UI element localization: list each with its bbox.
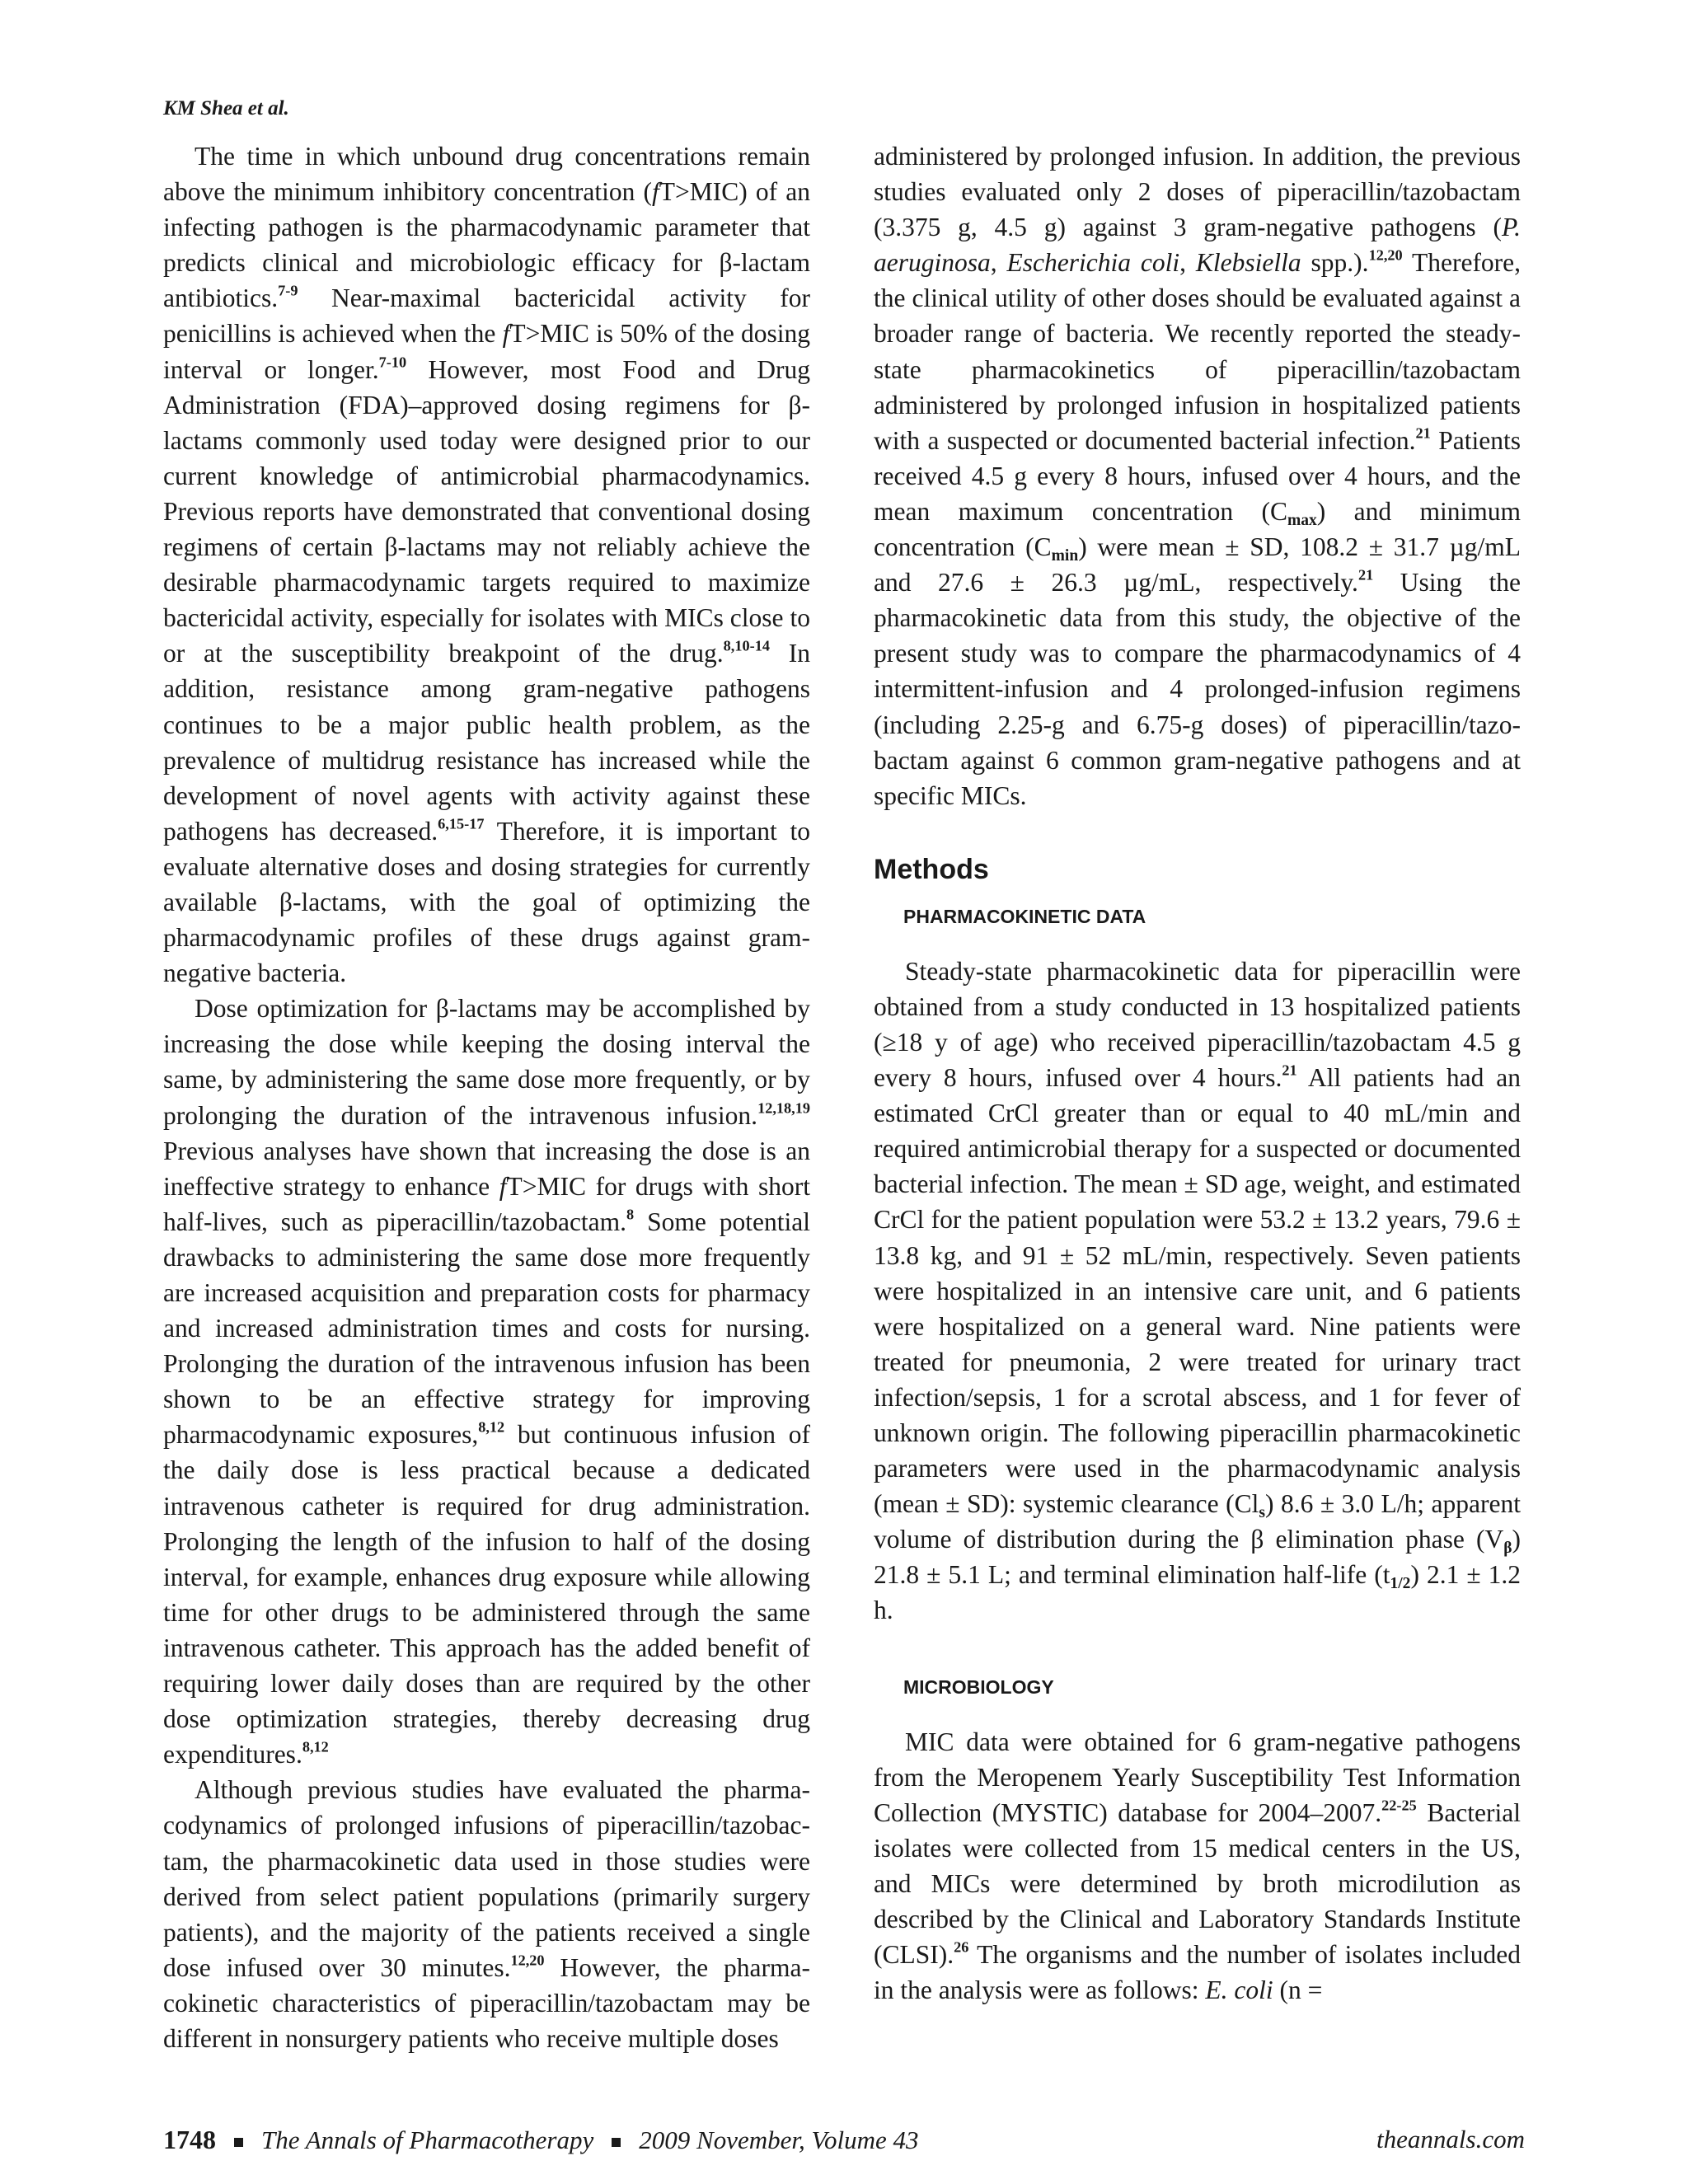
methods-heading: Methods [874, 853, 989, 885]
intro-paragraph-3: Although previous studies have evaluated the pharmacodynamics of prolonged infusions of piperacillin/tazobactam, the pharmacokinetic data used in those studies were derived from select patient populations (primarily surgery patients), and the majority of the patients received a single dose infused over 30 minutes.$^{12,20}$ However, the pharmacokinetic characteristics of piperacillin/tazobactam may be different in nonsurgery patients who receive multiple doses [163, 1775, 811, 2053]
left-column [163, 138, 810, 2056]
citation: 21 [1415, 424, 1431, 442]
pk-data-heading: PHARMACOKINETIC DATA [903, 905, 1146, 927]
citation: 8,12 [302, 1738, 329, 1755]
intro-paragraph-4: administered by prolonged infusion. In addition, the previous studies evaluated only 2 doses of piperacillin/tazobactam (3.375 g, 4.5 g) against 3 gram-negative pathogens (P. aeruginosa, Escherichia coli, Klebsiella spp.).$^{12,20}$ Therefore, the clinical utility of other doses should be evaluated against a broader range of bacteria. We recently reported the steady-state pharmacokinetics of piperacillin/tazobactam administered by prolonged infusion in hospitalized patients with a suspected or documented bacterial infection.$^{21}$ Patients received 4.5 g every 8 hours, infused over 4 hours, and the mean maximum concentration $(C_{max})$ and minimum concentration $(C_{min})$ were mean ± SD, 108.2 ± 31.7 µg/mL and 27.6 ± 26.3 µg/mL, respectively.$^{21}$ Using the pharmacokinetic data from this study, the objective of the present study was to compare the pharmacodynamics of 4 intermittent-infusion and 4 prolonged-infusion regimens (including 2.25-g and 6.75-g doses) of piperacillin/tazobactam against 6 common gram-negative pathogens and at specific MICs. [874, 142, 1522, 810]
citation: 6,15-17 [438, 815, 485, 832]
citation: 21 [1282, 1062, 1297, 1079]
journal-name: The Annals of Pharmacotherapy [261, 2125, 594, 2154]
citation: 8 [626, 1206, 635, 1223]
citation: 8,12 [478, 1418, 505, 1436]
pk-paragraph: Steady-state pharmacokinetic data for piperacillin were obtained from a study conducted in 13 hospitalized patients (≥18 y of age) who received piperacillin/tazobactam 4.5 g every 8 hours, infused over 4 hours.$^{21}$ All patients had an estimated CrCl greater than or equal to 40 mL/min and required antimicrobial therapy for a suspected or documented bacterial infection. The mean ± SD age, weight, and estimated CrCl for the patient population were 53.2 ± 13.2 years, 79.6 ± 13.8 kg, and 91 ± 52 mL/min, respectively. Seven patients were hospitalized in an intensive care unit, and 6 patients were hospitalized on a general ward. Nine patients were treated for pneumonia, 2 were treated for urinary tract infection/sepsis, 1 for a scrotal abscess, and 1 for fever of unknown origin. The following piperacillin pharmacokinetic parameters were used in the pharmacodynamic analysis (mean ± SD): systemic clearance $(Cl_s) 8.6 \pm 3.0$ L/h; apparent volume of distribution during the β elimination phase $(V_\beta) 21.8 \pm 5.1$ L; and terminal elimination half-life $(t_{1/2}) 2.1 \pm 1.2$ h. [874, 956, 1522, 1625]
issue-info: 2009 November, Volume 43 [639, 2125, 919, 2154]
right-column [874, 138, 1521, 2008]
microbiology-paragraph: MIC data were obtained for 6 gram-negative pathogens from the Meropenem Yearly Susceptibility Test Information Collection (MYSTIC) database for 2004–2007.$^{22-25}$ Bacterial isolates were collected from 15 medical centers in the US, and MICs were determined by broth microdilution as described by the Clinical and Laboratory Standards Institute (CLSI).$^{26}$ The organisms and the number of isolates included in the analysis were as follows: E. coli (n = [874, 1727, 1521, 2005]
citation: 12,18,19 [757, 1099, 810, 1116]
bullet-separator [612, 2138, 621, 2147]
journal-website: theannals.com [1376, 2125, 1525, 2154]
citation: 12,20 [1368, 246, 1403, 264]
citation: 7-10 [378, 353, 407, 370]
citation: 12,20 [510, 1952, 545, 1969]
citation: 21 [1357, 566, 1374, 583]
page-number: 1748 [163, 2125, 216, 2154]
citation: 22-25 [1381, 1797, 1417, 1814]
citation: 7-9 [278, 282, 298, 299]
intro-paragraph-2: Dose optimization for β-lactams may be accomplished by increasing the dose while keeping the dosing interval the same, by administering the same dose more frequently, or by prolonging the duration of the intravenous infusion.$^{12,18,19}$ Previous analyses have shown that increasing the dose is an ineffective strategy to enhance fT>MIC for drugs with short half-lives, such as piperacillin/tazobactam.$^8$ Some potential drawbacks to administering the same dose more frequently are increased acquisition and preparation costs for pharmacy and increased administration times and costs for nursing. Prolonging the duration of the intravenous infusion has been shown to be an effective strategy for improving pharmacodynamic exposures,$^{8,12}$ but continuous infusion of the daily dose is less practical because a dedicated intravenous catheter is required for drug administration. Prolonging the length of the infusion to half of the dosing interval, for example, enhances drug exposure while allowing time for other drugs to be administered through the same intravenous catheter. This approach has the added benefit of requiring lower daily doses than are required by the other dose optimization strategies, thereby decreasing drug expenditures.$^{8,12}$ [163, 994, 810, 1769]
citation: 8,10-14 [723, 637, 770, 654]
citation: 26 [954, 1938, 969, 1956]
intro-paragraph-1: The time in which unbound drug concentrations remain above the minimum inhibitory concentration (fT>MIC) of an infecting pathogen is the pharmacodynamic parameter that predicts clinical and microbiologic efficacy for β-lactam antibiotics.$^{7-9}$ Near-maximal bactericidal activity for penicillins is achieved when the fT>MIC is 50% of the dosing interval or longer.$^{7-10}$ However, most Food and Drug Administration (FDA)–approved dosing regimens for β-lactams commonly used today were designed prior to our current knowledge of antimicrobial pharmacodynamics. Previous reports have demonstrated that conventional dosing regimens of certain β-lactams may not reliably achieve the desirable pharmacodynamic targets required to maximize bactericidal activity, especially for isolates with MICs close to or at the susceptibility breakpoint of the drug.$^{8,10-14}$ In addition, resistance among gram-negative pathogens continues to be a major public health problem, as the prevalence of multidrug resistance has increased while the development of novel agents with activity against these pathogens has decreased.$^{6,15-17}$ Therefore, it is important to evaluate alternative doses and dosing strategies for currently available β-lactams, with the goal of optimizing the pharmacodynamic profiles of these drugs against gram-negative bacteria. [163, 142, 810, 988]
running-head: KM Shea et al. [163, 97, 289, 120]
microbiology-heading: MICROBIOLOGY [903, 1675, 1054, 1698]
bullet-separator [234, 2138, 243, 2147]
page-footer [163, 2123, 1525, 2156]
